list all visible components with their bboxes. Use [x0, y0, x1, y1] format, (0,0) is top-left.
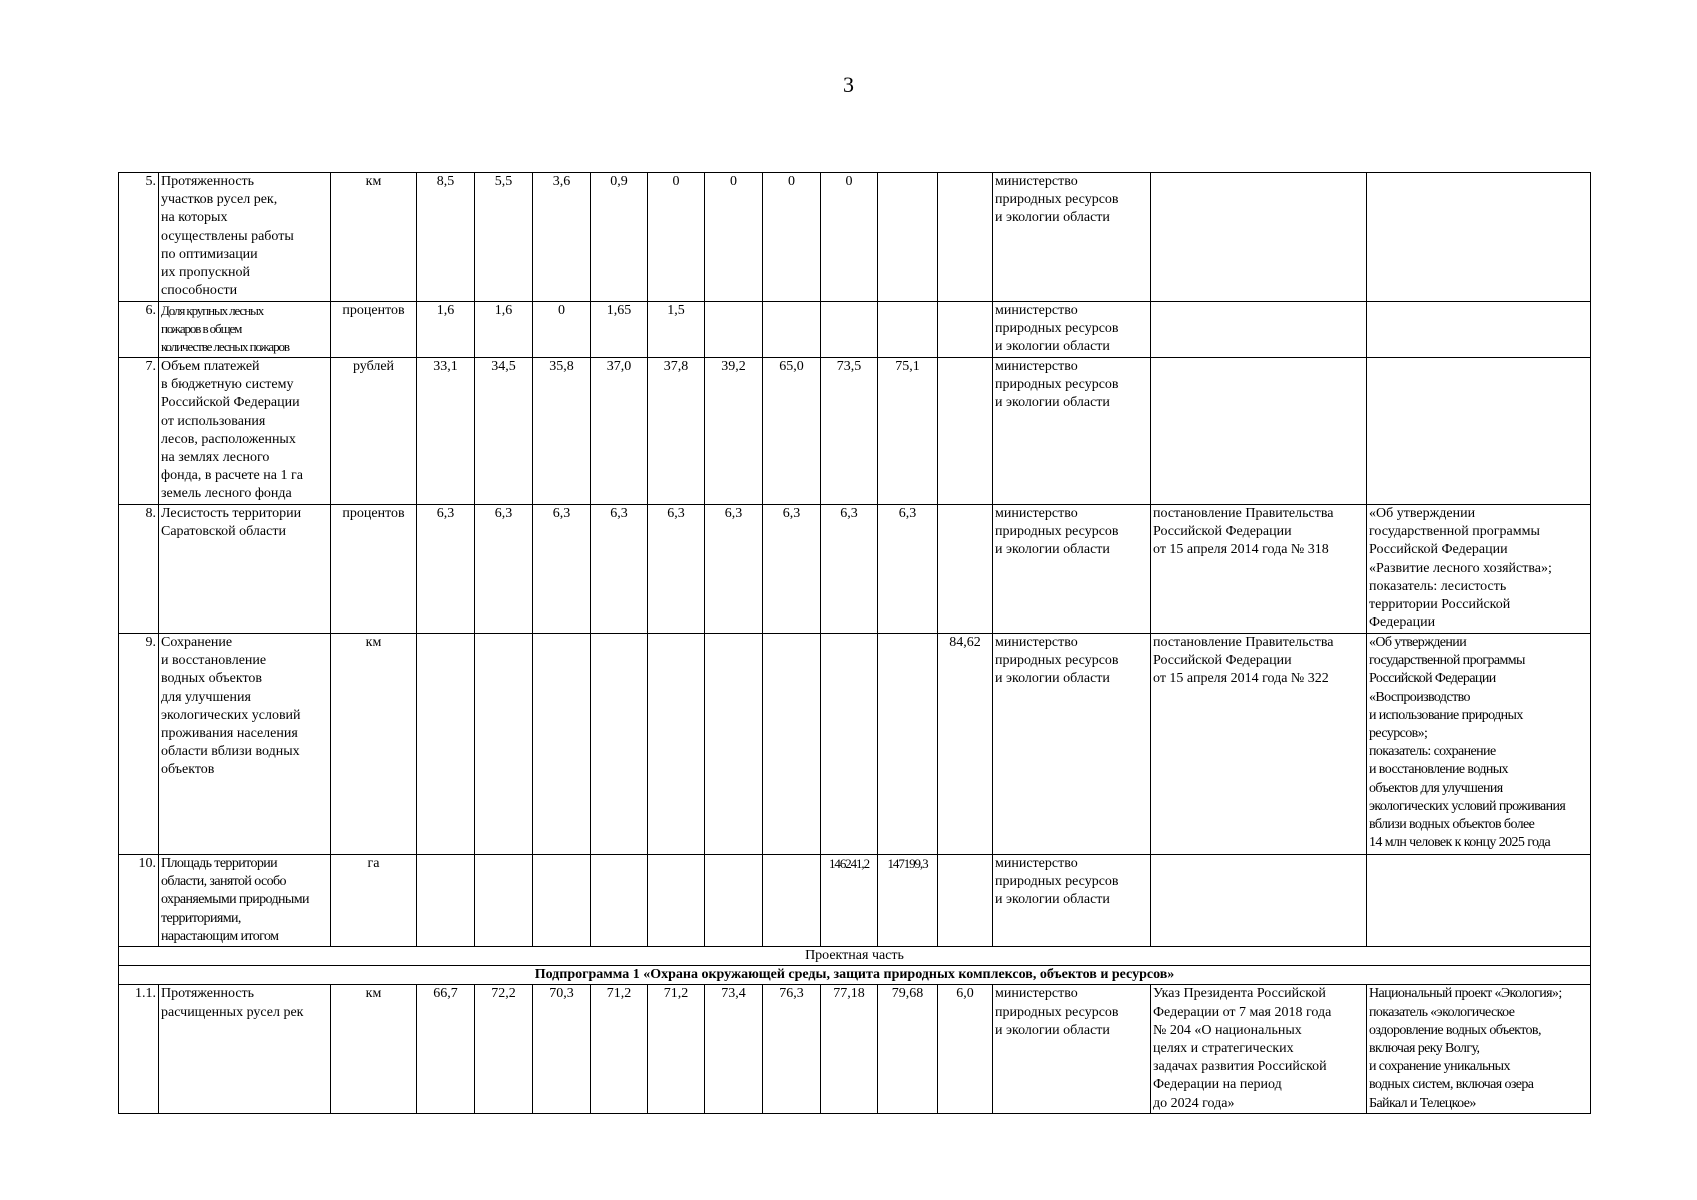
value-cell: 77,18	[821, 985, 878, 1114]
note-cell	[1367, 173, 1591, 302]
value-cell: 75,1	[878, 358, 938, 505]
value-cell: 37,8	[648, 358, 705, 505]
value-cell: 84,62	[938, 634, 993, 855]
value-cell	[938, 173, 993, 302]
value-cell	[705, 634, 763, 855]
row-number: 9.	[119, 634, 159, 855]
value-cell: 79,68	[878, 985, 938, 1114]
row-number: 7.	[119, 358, 159, 505]
note-cell: «Об утверждении государственной программы Российской Федерации «Воспроизводство и использование природных ресурсов»; показатель: сохранение и восстановление водных объектов для улучшения экологических условий проживания вблизи водных объектов более 14 млн человек к концу 2025 года	[1367, 634, 1591, 855]
unit-cell: км	[331, 634, 417, 855]
value-cell: 65,0	[763, 358, 821, 505]
value-cell: 71,2	[591, 985, 648, 1114]
table-row	[119, 505, 1591, 634]
value-cell: 6,3	[705, 505, 763, 634]
value-cell: 6,0	[938, 985, 993, 1114]
value-cell: 147199,3	[878, 855, 938, 947]
value-cell	[533, 855, 591, 947]
indicator-name: Лесистость территории Саратовской области	[159, 505, 331, 634]
value-cell: 0	[821, 173, 878, 302]
value-cell: 1,65	[591, 302, 648, 358]
value-cell	[705, 302, 763, 358]
document-cell	[1151, 358, 1367, 505]
table-row	[119, 855, 1591, 947]
value-cell: 1,6	[417, 302, 475, 358]
unit-cell: км	[331, 173, 417, 302]
page-number: 3	[843, 72, 854, 97]
unit-cell: процентов	[331, 505, 417, 634]
value-cell: 6,3	[591, 505, 648, 634]
responsible-cell: министерство природных ресурсов и экологии области	[993, 302, 1151, 358]
value-cell	[763, 302, 821, 358]
value-cell: 146241,2	[821, 855, 878, 947]
value-cell	[648, 855, 705, 947]
value-cell: 37,0	[591, 358, 648, 505]
document-cell: Указ Президента Российской Федерации от 7 мая 2018 года № 204 «О национальных целях и стратегических задачах развития Российской Федерации на период до 2024 года»	[1151, 985, 1367, 1114]
section-title: Проектная часть	[119, 947, 1591, 966]
value-cell	[475, 634, 533, 855]
indicators-table	[118, 172, 1591, 1114]
responsible-cell: министерство природных ресурсов и экологии области	[993, 358, 1151, 505]
table-row	[119, 358, 1591, 505]
value-cell: 1,5	[648, 302, 705, 358]
row-number: 8.	[119, 505, 159, 634]
value-cell	[533, 634, 591, 855]
value-cell	[938, 505, 993, 634]
indicator-name: Площадь территории области, занятой особо охраняемыми природными территориями, нарастающим итогом	[159, 855, 331, 947]
note-cell: Национальный проект «Экология»; показатель «экологическое оздоровление водных объектов, включая реку Волгу, и сохранение уникальных водных систем, включая озера Байкал и Телецкое»	[1367, 985, 1591, 1114]
note-cell	[1367, 855, 1591, 947]
value-cell	[878, 302, 938, 358]
value-cell: 73,5	[821, 358, 878, 505]
value-cell	[648, 634, 705, 855]
value-cell	[878, 173, 938, 302]
value-cell: 66,7	[417, 985, 475, 1114]
value-cell: 39,2	[705, 358, 763, 505]
indicators-bottom-rows	[119, 985, 1591, 1114]
responsible-cell: министерство природных ресурсов и экологии области	[993, 505, 1151, 634]
value-cell: 6,3	[763, 505, 821, 634]
value-cell: 6,3	[533, 505, 591, 634]
row-number: 1.1.	[119, 985, 159, 1114]
value-cell	[705, 855, 763, 947]
value-cell: 6,3	[821, 505, 878, 634]
unit-cell: км	[331, 985, 417, 1114]
value-cell	[821, 302, 878, 358]
value-cell: 5,5	[475, 173, 533, 302]
note-cell	[1367, 358, 1591, 505]
responsible-cell: министерство природных ресурсов и экологии области	[993, 855, 1151, 947]
value-cell: 0	[533, 302, 591, 358]
value-cell: 6,3	[475, 505, 533, 634]
unit-cell: га	[331, 855, 417, 947]
value-cell	[591, 855, 648, 947]
indicator-name: Протяженность расчищенных русел рек	[159, 985, 331, 1114]
value-cell	[938, 855, 993, 947]
value-cell: 72,2	[475, 985, 533, 1114]
table-row	[119, 985, 1591, 1114]
value-cell: 76,3	[763, 985, 821, 1114]
value-cell: 6,3	[878, 505, 938, 634]
indicators-top-rows	[119, 173, 1591, 947]
value-cell: 70,3	[533, 985, 591, 1114]
value-cell: 8,5	[417, 173, 475, 302]
section-row	[119, 947, 1591, 966]
subprogram-row	[119, 966, 1591, 985]
indicator-name: Объем платежей в бюджетную систему Российской Федерации от использования лесов, расположенных на землях лесного фонда, в расчете на 1 га земель лесного фонда	[159, 358, 331, 505]
note-cell	[1367, 302, 1591, 358]
value-cell	[821, 634, 878, 855]
row-number: 5.	[119, 173, 159, 302]
table-row	[119, 173, 1591, 302]
value-cell	[763, 855, 821, 947]
value-cell: 35,8	[533, 358, 591, 505]
note-cell: «Об утверждении государственной программы Российской Федерации «Развитие лесного хозяйства»; показатель: лесистость территории Российской Федерации	[1367, 505, 1591, 634]
document-cell	[1151, 173, 1367, 302]
responsible-cell: министерство природных ресурсов и экологии области	[993, 173, 1151, 302]
value-cell: 33,1	[417, 358, 475, 505]
value-cell	[417, 634, 475, 855]
responsible-cell: министерство природных ресурсов и экологии области	[993, 985, 1151, 1114]
value-cell: 3,6	[533, 173, 591, 302]
value-cell	[938, 358, 993, 505]
indicator-name: Доля крупных лесных пожаров в общем количестве лесных пожаров	[159, 302, 331, 358]
document-cell	[1151, 302, 1367, 358]
row-number: 6.	[119, 302, 159, 358]
table-row	[119, 302, 1591, 358]
indicator-name: Протяженность участков русел рек, на которых осуществлены работы по оптимизации их пропускной способности	[159, 173, 331, 302]
document-cell	[1151, 855, 1367, 947]
value-cell: 1,6	[475, 302, 533, 358]
value-cell	[417, 855, 475, 947]
value-cell: 34,5	[475, 358, 533, 505]
value-cell: 71,2	[648, 985, 705, 1114]
row-number: 10.	[119, 855, 159, 947]
document-cell: постановление Правительства Российской Федерации от 15 апреля 2014 года № 322	[1151, 634, 1367, 855]
unit-cell: процентов	[331, 302, 417, 358]
value-cell: 0,9	[591, 173, 648, 302]
indicator-name: Сохранение и восстановление водных объектов для улучшения экологических условий проживания населения области вблизи водных объектов	[159, 634, 331, 855]
value-cell	[591, 634, 648, 855]
value-cell	[878, 634, 938, 855]
value-cell: 6,3	[648, 505, 705, 634]
value-cell: 0	[763, 173, 821, 302]
responsible-cell: министерство природных ресурсов и экологии области	[993, 634, 1151, 855]
value-cell: 73,4	[705, 985, 763, 1114]
unit-cell: рублей	[331, 358, 417, 505]
value-cell	[938, 302, 993, 358]
document-cell: постановление Правительства Российской Федерации от 15 апреля 2014 года № 318	[1151, 505, 1367, 634]
value-cell: 0	[705, 173, 763, 302]
value-cell: 0	[648, 173, 705, 302]
subprogram-title: Подпрограмма 1 «Охрана окружающей среды, защита природных комплексов, объектов и ресурсов»	[119, 966, 1591, 985]
table-row	[119, 634, 1591, 855]
value-cell: 6,3	[417, 505, 475, 634]
value-cell	[475, 855, 533, 947]
value-cell	[763, 634, 821, 855]
